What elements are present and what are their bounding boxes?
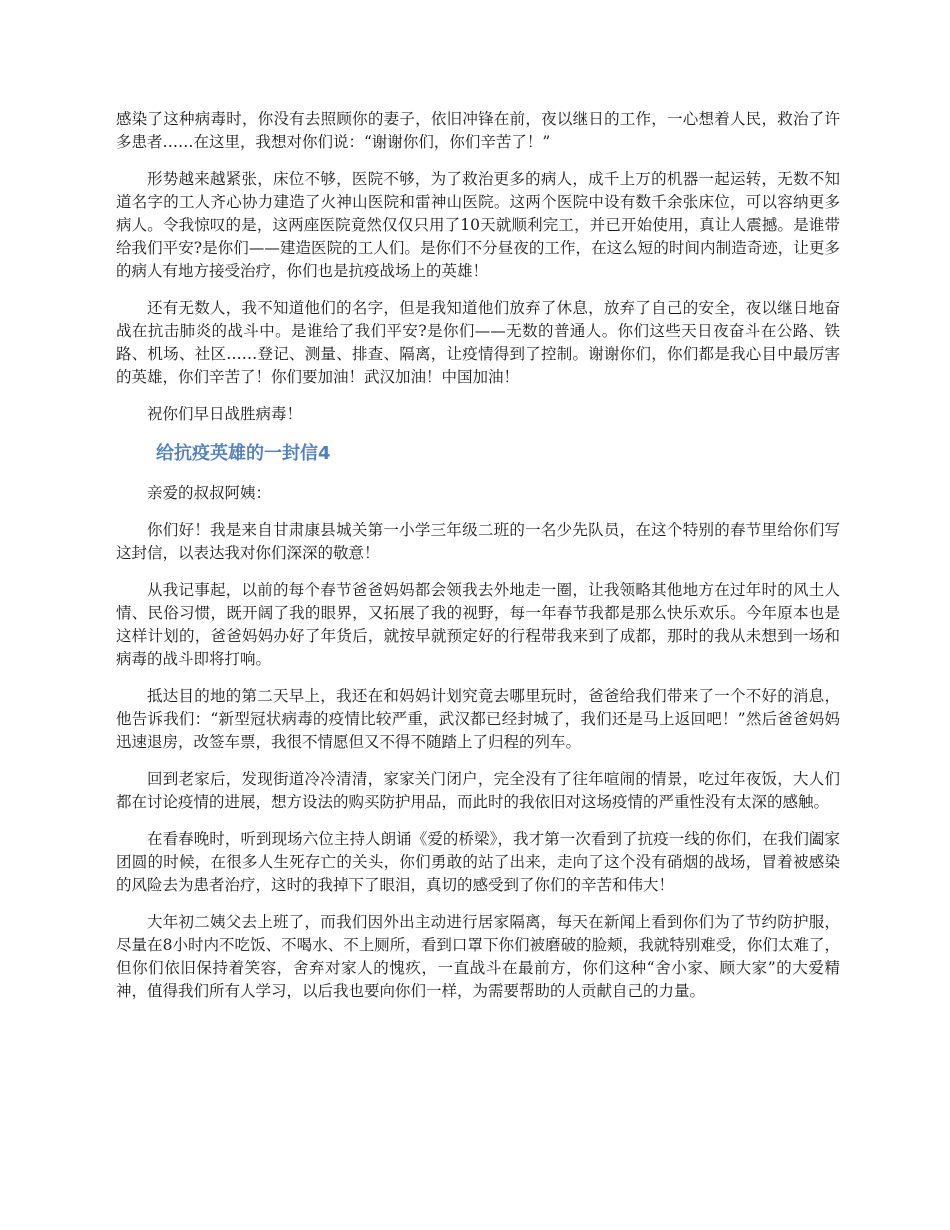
paragraph-continuation: 感染了这种病毒时，你没有去照顾你的妻子，依旧冲锋在前，夜以继日的工作，一心想着人民，救治了许多患者……在这里，我想对你们说：“谢谢你们，你们辛苦了！”	[116, 110, 840, 151]
paragraph-hometown: 回到老家后，发现街道冷冷清清，家家关门闭户，完全没有了往年喧闹的情景，吃过年夜饭，大人们都在讨论疫情的进展，想方设法的购买防护用品，而此时的我依旧对这场疫情的严重性没有太深的感触。	[116, 770, 840, 811]
paragraph-news: 大年初二姨父去上班了，而我们因外出主动进行居家隔离，每天在新闻上看到你们为了节约防护服，尽量在8小时内不吃饭、不喝水、不上厕所，看到口罩下你们被磨破的脸颊，我就特别难受，你们太难了，但你们依旧保持着笑容，舍弃对家人的愧疚，一直战斗在最前方，你们这种“舍小家、顾大家”的大爱精神，值得我们所有人学习，以后我也要向你们一样，为需要帮助的人贡献自己的力量。	[116, 913, 840, 1000]
paragraph-spring-festival: 从我记事起，以前的每个春节爸爸妈妈都会领我去外地走一圈，让我领略其他地方在过年时的风土人情、民俗习惯，既开阔了我的眼界，又拓展了我的视野，每一年春节我都是那么快乐欢乐。今年原本也是这样计划的，爸爸妈妈办好了年货后，就按早就预定好的行程带我来到了成都，那时的我从未想到一场和病毒的战斗即将打响。	[116, 581, 840, 668]
paragraph-spring-gala: 在看春晚时，听到现场六位主持人朗诵《爱的桥梁》，我才第一次看到了抗疫一线的你们，在我们阖家团圆的时候，在很多人生死存亡的关头，你们勇敢的站了出来，走向了这个没有硝烟的战场，冒着被感染的风险去为患者治疗，这时的我掉下了眼泪，真切的感受到了你们的辛苦和伟大！	[116, 830, 840, 894]
paragraph-return-trip: 抵达目的地的第二天早上，我还在和妈妈计划究竟去哪里玩时，爸爸给我们带来了一个不好的消息，他告诉我们：“新型冠状病毒的疫情比较严重，武汉都已经封城了，我们还是马上返回吧！”然后爸爸妈妈迅速退房，改签车票，我很不情愿但又不得不随踏上了归程的列车。	[116, 687, 840, 751]
paragraph-salutation: 亲爱的叔叔阿姨：	[147, 484, 272, 502]
section-heading: 给抗疫英雄的一封信4	[156, 443, 331, 464]
paragraph-wish: 祝你们早日战胜病毒！	[147, 405, 303, 423]
paragraph-ordinary-people: 还有无数人，我不知道他们的名字，但是我知道他们放弃了休息，放弃了自己的安全，夜以继日地奋战在抗击肺炎的战斗中。是谁给了我们平安?是你们——无数的普通人。你们这些天日夜奋斗在公路、铁路、机场、社区……登记、测量、排查、隔离，让疫情得到了控制。谢谢你们，你们都是我心目中最厉害的英雄，你们辛苦了！你们要加油！武汉加油！中国加油！	[116, 299, 840, 386]
paragraph-greeting: 你们好！我是来自甘肃康县城关第一小学三年级二班的一名少先队员，在这个特别的春节里给你们写这封信，以表达我对你们深深的敬意！	[116, 521, 840, 562]
paragraph-hospital-builders: 形势越来越紧张，床位不够，医院不够，为了救治更多的病人，成千上万的机器一起运转，无数不知道名字的工人齐心协力建造了火神山医院和雷神山医院。这两个医院中设有数千余张床位，可以容纳更多病人。令我惊叹的是，这两座医院竟然仅仅只用了10天就顺利完工，并已开始使用，真让人震撼。是谁带给我们平安?是你们——建造医院的工人们。是你们不分昼夜的工作，在这么短的时间内制造奇迹，让更多的病人有地方接受治疗，你们也是抗疫战场上的英雄！	[116, 170, 840, 280]
document-page	[116, 108, 840, 1017]
